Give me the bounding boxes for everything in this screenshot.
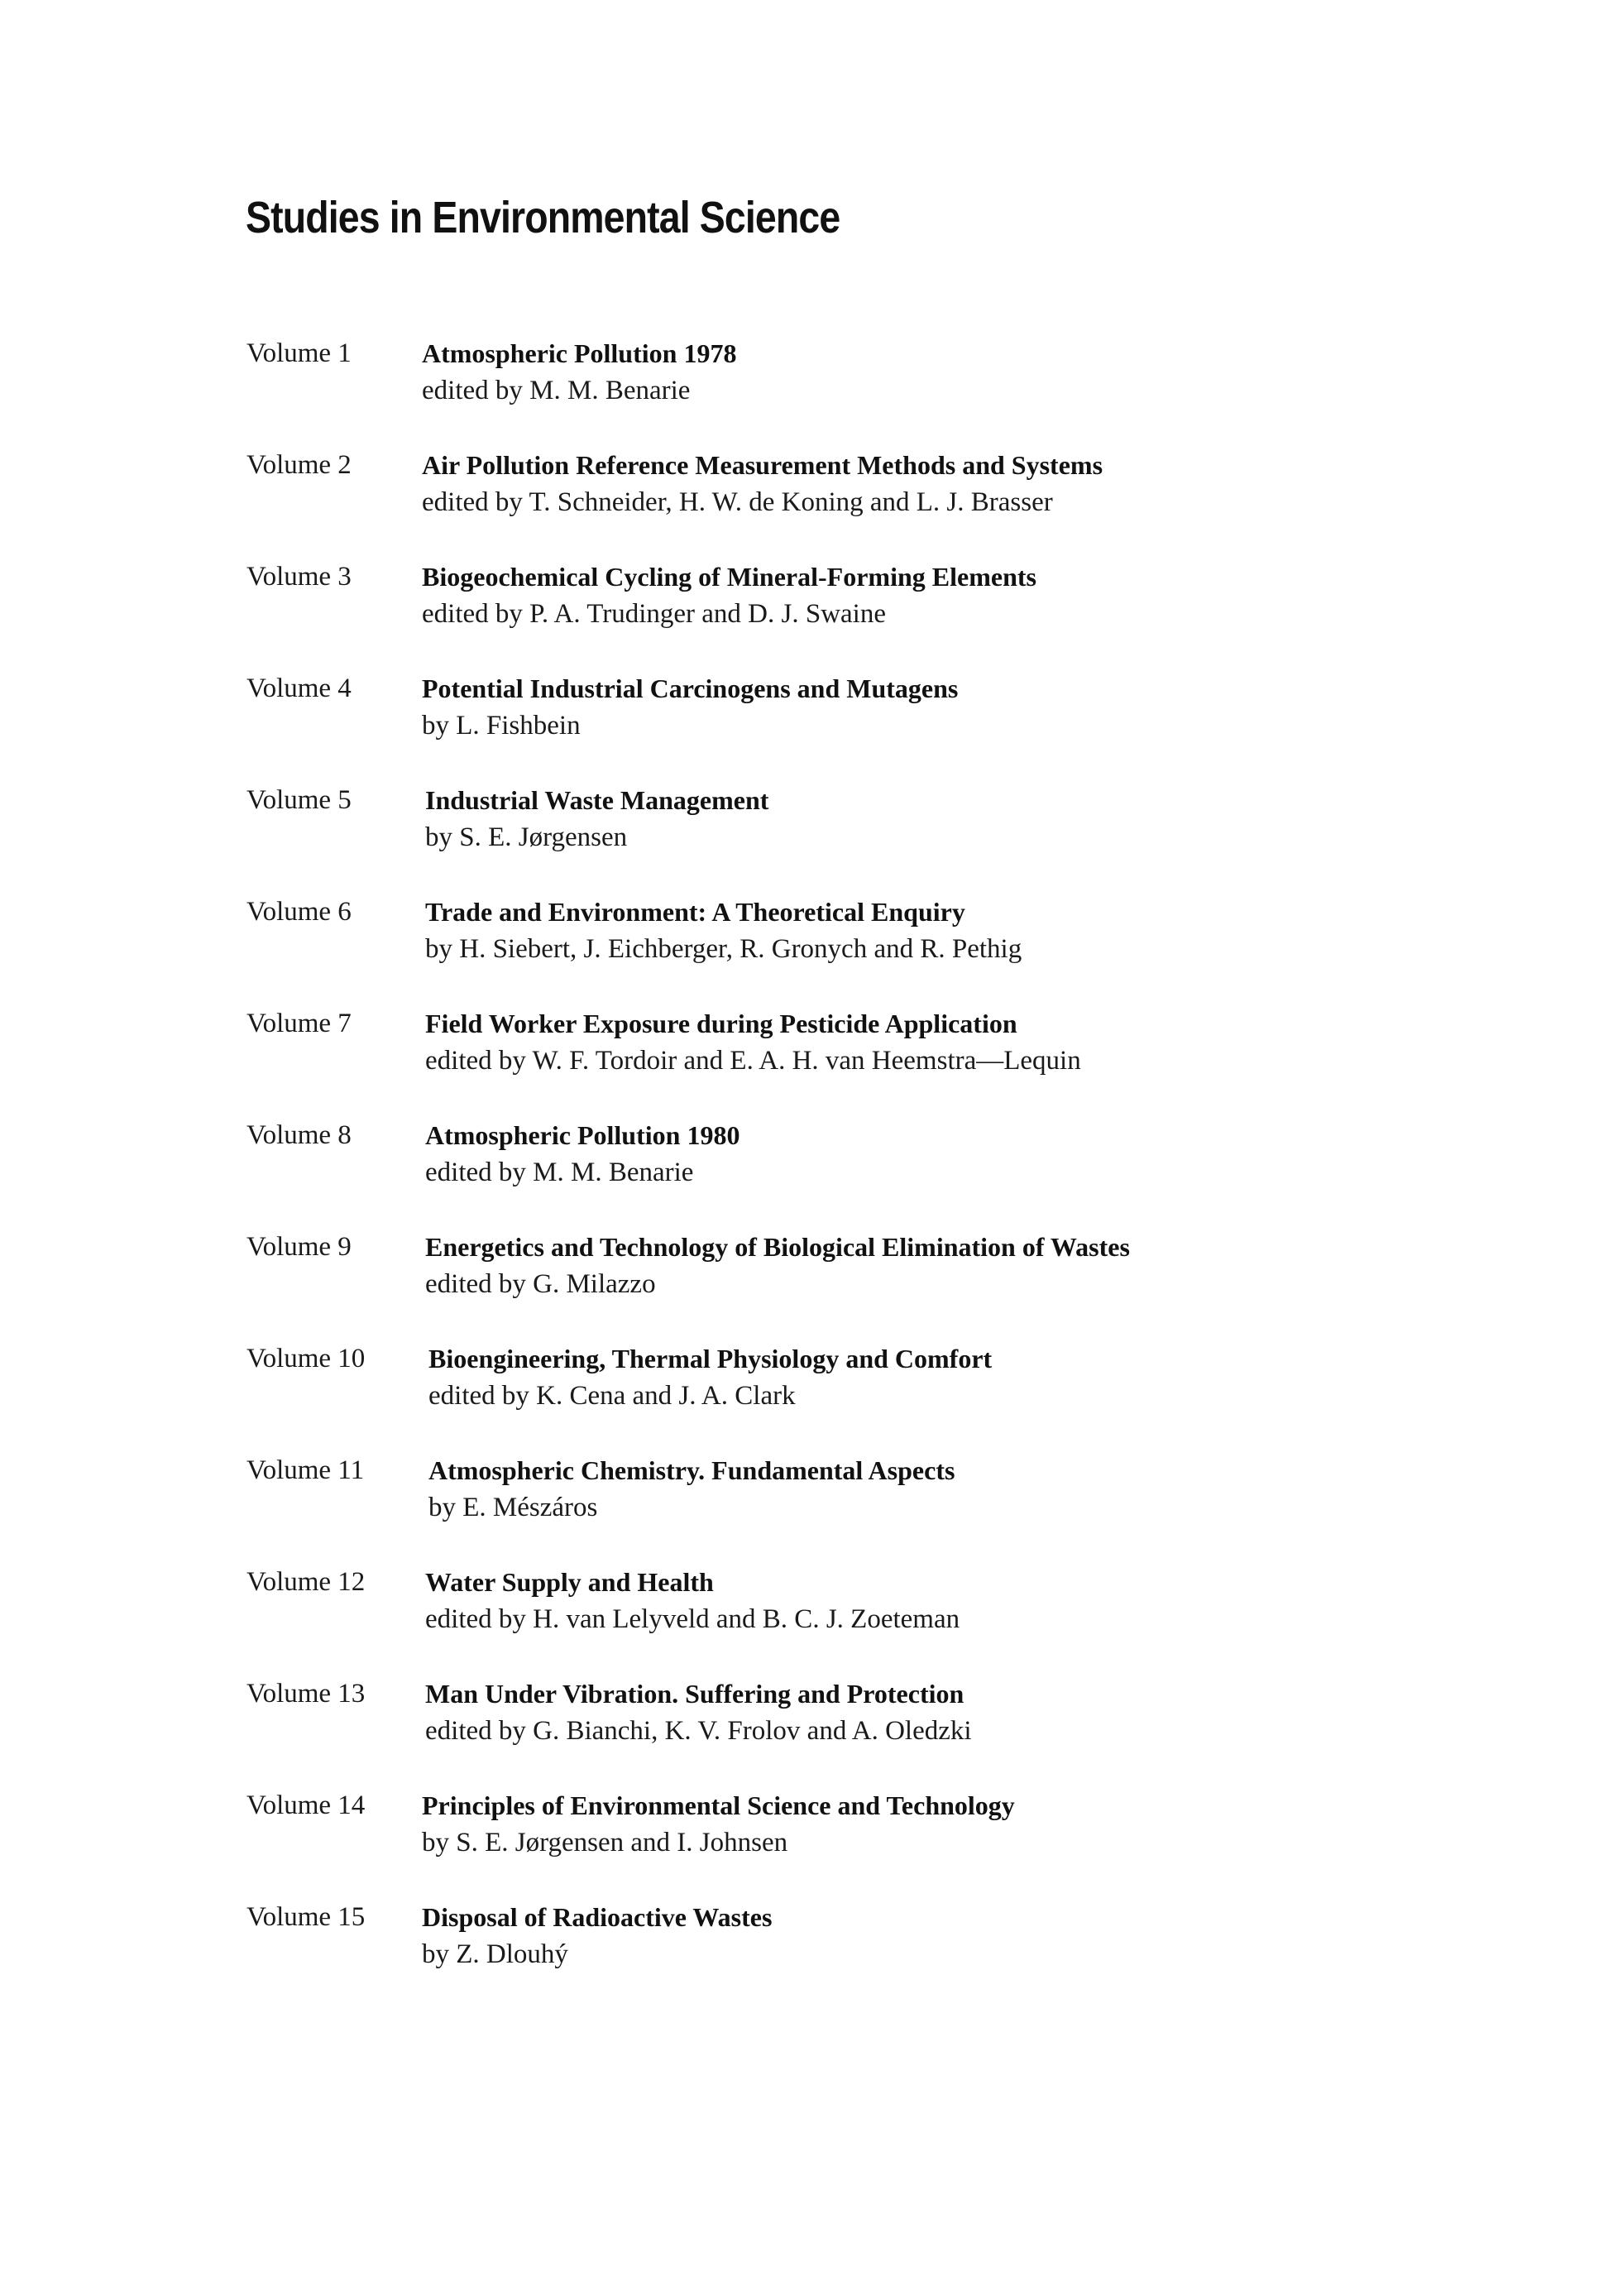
volume-credit: edited by T. Schneider, H. W. de Koning and L. J. Brasser (422, 487, 1053, 517)
volume-number: Volume 13 (246, 1679, 366, 1709)
volume-credit: edited by W. F. Tordoir and E. A. H. van Heemstra—Lequin (425, 1046, 1081, 1076)
volume-credit: by E. Mészáros (428, 1493, 598, 1522)
volume-credit: edited by G. Bianchi, K. V. Frolov and A. Oledzki (425, 1716, 972, 1746)
volume-title: Potential Industrial Carcinogens and Mutagens (422, 673, 959, 703)
volume-entry (246, 894, 1454, 1005)
volume-entry (246, 1452, 1454, 1564)
page-title: Studies in Environmental Science (246, 193, 840, 242)
volume-title: Biogeochemical Cycling of Mineral-Forming Elements (422, 562, 1036, 592)
volume-credit: by Z. Dlouhý (422, 1939, 568, 1969)
volume-number: Volume 4 (246, 673, 352, 703)
volume-entry (246, 335, 1454, 447)
volume-number: Volume 10 (246, 1344, 366, 1373)
volume-credit: by S. E. Jørgensen and I. Johnsen (422, 1828, 788, 1857)
volume-title: Atmospheric Pollution 1978 (422, 338, 737, 368)
volume-credit: by S. E. Jørgensen (425, 822, 628, 852)
volume-number: Volume 3 (246, 562, 352, 592)
volume-title: Field Worker Exposure during Pesticide Application (425, 1009, 1017, 1038)
volume-entry (246, 558, 1454, 670)
volume-credit: edited by M. M. Benarie (422, 376, 691, 405)
volume-number: Volume 8 (246, 1120, 352, 1150)
volume-title: Man Under Vibration. Suffering and Protection (425, 1679, 964, 1709)
volume-number: Volume 7 (246, 1009, 352, 1038)
volume-entry (246, 1005, 1454, 1117)
volume-entry (246, 1117, 1454, 1229)
volume-title: Atmospheric Pollution 1980 (425, 1120, 740, 1150)
volume-title: Water Supply and Health (425, 1567, 714, 1597)
volume-title: Industrial Waste Management (425, 785, 769, 815)
volume-number: Volume 1 (246, 338, 352, 368)
volume-title: Principles of Environmental Science and Technology (422, 1790, 1015, 1820)
volume-title: Air Pollution Reference Measurement Methods and Systems (422, 450, 1103, 480)
volume-entry (246, 447, 1454, 558)
volume-entry (246, 1787, 1454, 1899)
volume-credit: edited by K. Cena and J. A. Clark (428, 1381, 796, 1411)
volume-credit: edited by P. A. Trudinger and D. J. Swaine (422, 599, 886, 629)
volume-credit: edited by G. Milazzo (425, 1269, 656, 1299)
volume-entry (246, 1899, 1454, 2011)
volume-entry (246, 1675, 1454, 1787)
volume-number: Volume 5 (246, 785, 352, 815)
volume-credit: by H. Siebert, J. Eichberger, R. Gronych and R. Pethig (425, 934, 1022, 964)
volume-number: Volume 2 (246, 450, 352, 480)
volume-credit: by L. Fishbein (422, 711, 581, 741)
volume-entry (246, 782, 1454, 894)
volume-title: Energetics and Technology of Biological Elimination of Wastes (425, 1232, 1130, 1262)
volume-entry (246, 1564, 1454, 1675)
volume-title: Atmospheric Chemistry. Fundamental Aspects (428, 1455, 955, 1485)
volume-number: Volume 6 (246, 897, 352, 927)
volume-number: Volume 12 (246, 1567, 366, 1597)
volume-number: Volume 15 (246, 1902, 366, 1932)
volume-entry (246, 1229, 1454, 1340)
volume-title: Disposal of Radioactive Wastes (422, 1902, 773, 1932)
volume-entry (246, 670, 1454, 782)
volume-number: Volume 14 (246, 1790, 366, 1820)
volume-number: Volume 9 (246, 1232, 352, 1262)
volume-credit: edited by M. M. Benarie (425, 1158, 694, 1187)
volume-title: Bioengineering, Thermal Physiology and Comfort (428, 1344, 993, 1373)
volume-list (246, 335, 1454, 2011)
volume-number: Volume 11 (246, 1455, 365, 1485)
volume-credit: edited by H. van Lelyveld and B. C. J. Zoeteman (425, 1604, 960, 1634)
volume-title: Trade and Environment: A Theoretical Enquiry (425, 897, 965, 927)
volume-entry (246, 1340, 1454, 1452)
